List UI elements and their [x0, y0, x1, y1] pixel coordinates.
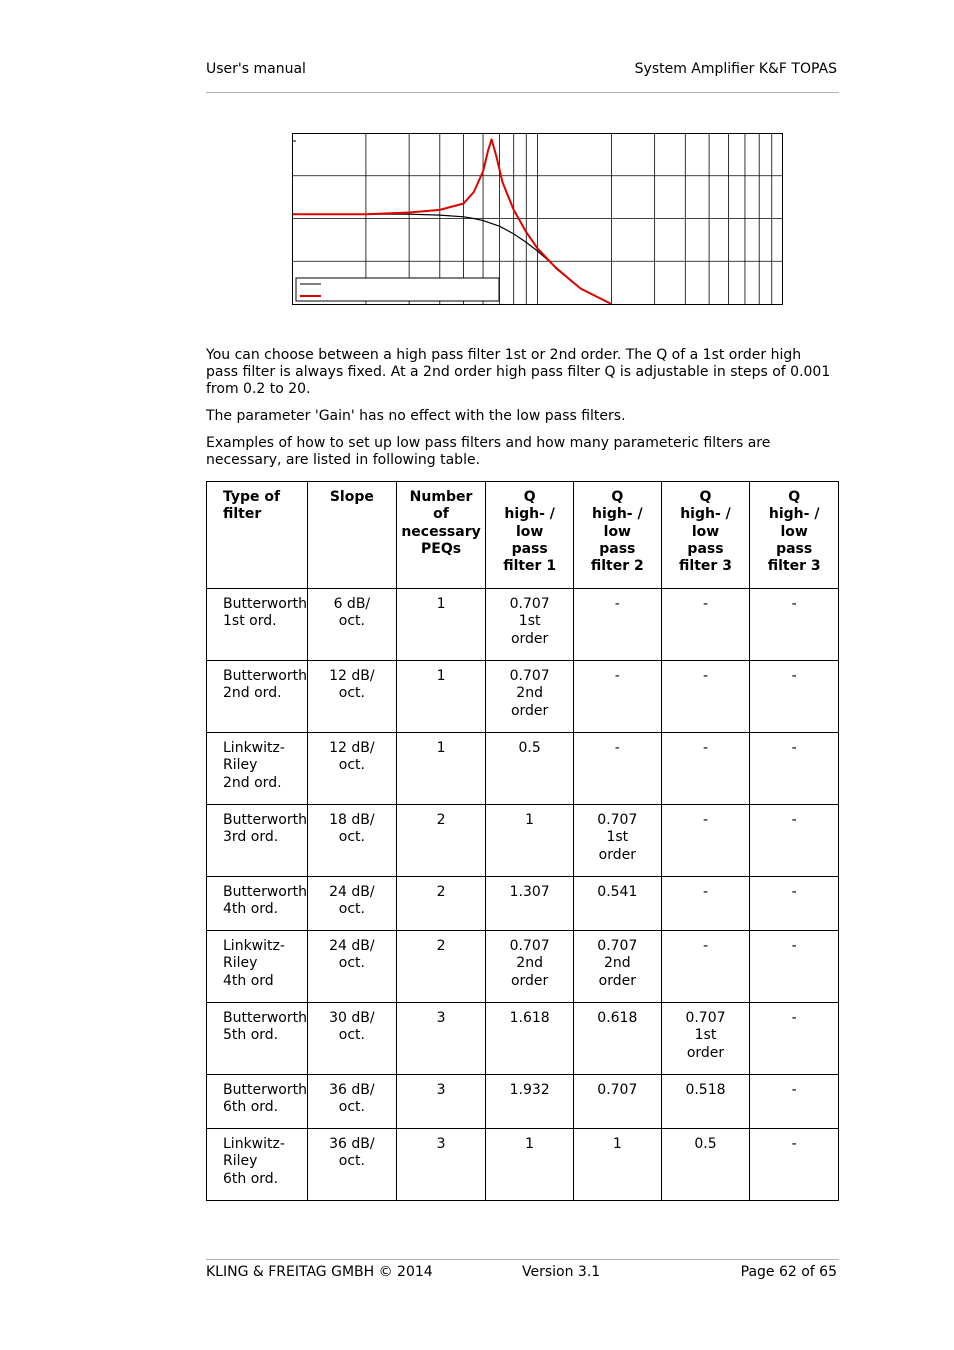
table-cell: 0.707 [573, 1075, 661, 1129]
table-cell: - [750, 733, 839, 805]
table-cell: 24 dB/ oct. [307, 931, 396, 1003]
filter-type-cell: Butterworth 4th ord. [207, 877, 308, 931]
frequency-response-chart [292, 133, 783, 306]
table-cell: - [573, 733, 661, 805]
table-cell: - [750, 931, 839, 1003]
table-cell: 30 dB/ oct. [307, 1003, 396, 1075]
table-cell: 0.707 2nd order [486, 661, 574, 733]
header-divider [206, 92, 839, 93]
table-header-cell: Type of filter [207, 482, 308, 589]
table-cell: 0.518 [661, 1075, 750, 1129]
table-cell: - [750, 1129, 839, 1201]
low-pass-filter-table [206, 481, 839, 1201]
filter-type-cell: Butterworth 6th ord. [207, 1075, 308, 1129]
table-cell: - [573, 589, 661, 661]
table-cell: 1 [396, 589, 486, 661]
table-row [207, 805, 839, 877]
table-cell: 36 dB/ oct. [307, 1129, 396, 1201]
footer-company: KLING & FREITAG GMBH © 2014 [206, 1264, 433, 1280]
table-row [207, 589, 839, 661]
table-cell: 0.618 [573, 1003, 661, 1075]
table-cell: 18 dB/ oct. [307, 805, 396, 877]
table-header-cell: Slope [307, 482, 396, 589]
table-cell: 0.5 [486, 733, 574, 805]
table-header-cell: Number of necessary PEQs [396, 482, 486, 589]
filter-type-cell: Linkwitz- Riley 4th ord [207, 931, 308, 1003]
table-cell: - [750, 805, 839, 877]
table-cell: 1.307 [486, 877, 574, 931]
table-header-cell: Q high- / low pass filter 1 [486, 482, 574, 589]
table-cell: 2 [396, 931, 486, 1003]
table-row [207, 1003, 839, 1075]
table-cell: 3 [396, 1129, 486, 1201]
chart-legend [292, 141, 499, 301]
header-right: System Amplifier K&F TOPAS [634, 61, 837, 77]
table-cell: 2 [396, 805, 486, 877]
table-cell: 24 dB/ oct. [307, 877, 396, 931]
table-cell: - [661, 589, 750, 661]
table-header-cell: Q high- / low pass filter 3 [661, 482, 750, 589]
paragraph-gain: The parameter 'Gain' has no effect with the low pass filters. [206, 408, 626, 424]
table-cell: 12 dB/ oct. [307, 661, 396, 733]
table-cell: 0.707 1st order [661, 1003, 750, 1075]
table-cell: - [661, 805, 750, 877]
filter-type-cell: Butterworth 3rd ord. [207, 805, 308, 877]
table-cell: - [661, 733, 750, 805]
table-header-cell: Q high- / low pass filter 3 [750, 482, 839, 589]
table-cell: 3 [396, 1003, 486, 1075]
table-cell: 1 [486, 1129, 574, 1201]
table-row [207, 733, 839, 805]
table-cell: - [661, 877, 750, 931]
legend-box [296, 278, 499, 301]
table-cell: - [750, 877, 839, 931]
table-cell: 3 [396, 1075, 486, 1129]
footer-page-number: Page 62 of 65 [740, 1264, 837, 1280]
table-cell: 0.707 2nd order [573, 931, 661, 1003]
table-cell: 12 dB/ oct. [307, 733, 396, 805]
filter-type-cell: Linkwitz- Riley 6th ord. [207, 1129, 308, 1201]
table-row [207, 877, 839, 931]
paragraph-high-pass: You can choose between a high pass filter 1st or 2nd order. The Q of a 1st order high pass filter is always fixed. At a 2nd order high pass filter Q is adjustable in steps of 0.001 from 0.2 to 20. [206, 347, 831, 397]
table-header-cell: Q high- / low pass filter 2 [573, 482, 661, 589]
table-row [207, 931, 839, 1003]
footer-version: Version 3.1 [522, 1264, 601, 1280]
table-cell: - [750, 589, 839, 661]
table-cell: - [661, 931, 750, 1003]
table-cell: 1 [573, 1129, 661, 1201]
filter-type-cell: Butterworth 2nd ord. [207, 661, 308, 733]
table-body [207, 589, 839, 1201]
table-header-row [207, 482, 839, 589]
table-cell: 1 [396, 733, 486, 805]
table-cell: - [750, 1003, 839, 1075]
table-cell: 0.707 1st order [573, 805, 661, 877]
filter-type-cell: Butterworth 5th ord. [207, 1003, 308, 1075]
table-cell: 1 [396, 661, 486, 733]
filter-type-cell: Linkwitz- Riley 2nd ord. [207, 733, 308, 805]
table-cell: 0.707 1st order [486, 589, 574, 661]
table-cell: 0.707 2nd order [486, 931, 574, 1003]
table-cell: 36 dB/ oct. [307, 1075, 396, 1129]
table-cell: 6 dB/ oct. [307, 589, 396, 661]
table-cell: 1.932 [486, 1075, 574, 1129]
table-row [207, 1075, 839, 1129]
table-cell: 0.5 [661, 1129, 750, 1201]
filter-type-cell: Butterworth 1st ord. [207, 589, 308, 661]
table-row [207, 1129, 839, 1201]
paragraph-examples: Examples of how to set up low pass filters and how many parameteric filters are necessary, are listed in following table. [206, 435, 771, 468]
table-cell: - [661, 661, 750, 733]
table-cell: 2 [396, 877, 486, 931]
header-left: User's manual [206, 61, 306, 77]
table-cell: 0.541 [573, 877, 661, 931]
table-cell: - [750, 661, 839, 733]
table-cell: - [750, 1075, 839, 1129]
table-cell: - [573, 661, 661, 733]
table-row [207, 661, 839, 733]
table-cell: 1.618 [486, 1003, 574, 1075]
table-cell: 1 [486, 805, 574, 877]
footer-divider [206, 1259, 839, 1260]
